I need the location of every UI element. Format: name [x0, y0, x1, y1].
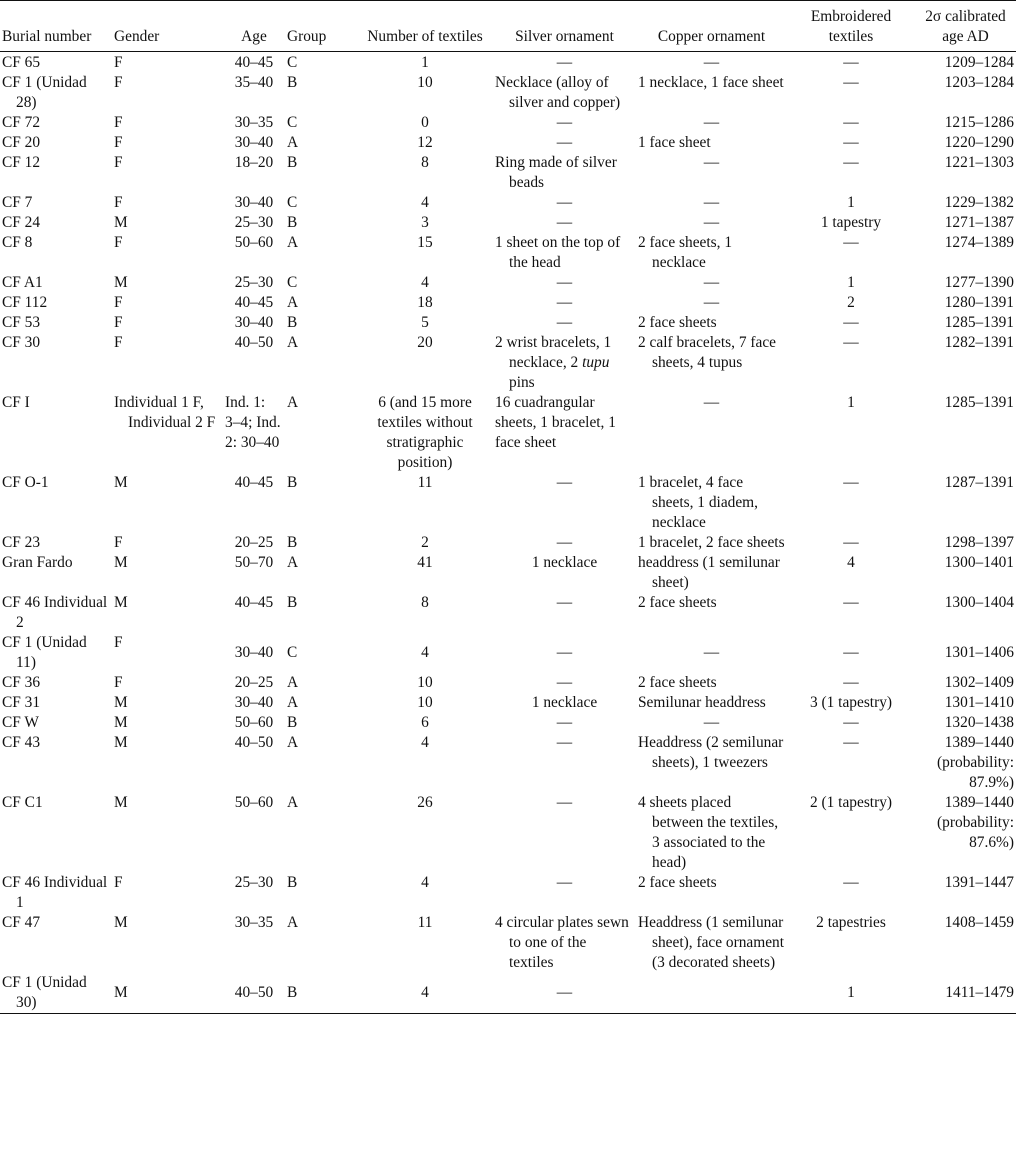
table-row [0, 713, 1016, 733]
cell-calibrated: 1274–1389 [944, 234, 1014, 251]
cell-gender: F [114, 134, 123, 151]
table-row [0, 233, 1016, 273]
cell-age: 40–45 [234, 594, 274, 611]
cell-calibrated: 1285–1391 [944, 394, 1014, 411]
cell-embroidered: — [843, 474, 859, 491]
cell-silver: — [556, 734, 573, 751]
cell-group: B [287, 594, 298, 611]
cell-age: 40–45 [234, 54, 274, 71]
cell-embroidered: — [843, 234, 859, 251]
cell-silver: 16 cuadrangular sheets, 1 bracelet, 1 face sheet [495, 394, 616, 451]
cell-textiles: 6 (and 15 more textiles without stratigraphic position) [377, 394, 473, 471]
cell-silver: — [556, 984, 573, 1001]
cell-age: 25–30 [234, 214, 274, 231]
cell-textiles: 0 [421, 114, 429, 131]
cell-silver: — [556, 874, 573, 891]
cell-copper: 2 face sheets [638, 674, 717, 691]
cell-burial: CF 12 [2, 154, 41, 171]
cell-calibrated: 1298–1397 [944, 534, 1014, 551]
cell-gender: M [114, 694, 128, 711]
cell-burial: CF C1 [2, 794, 43, 811]
cell-copper: — [703, 294, 720, 311]
cell-embroidered: 1 tapestry [820, 214, 882, 231]
cell-burial: CF 31 [2, 694, 41, 711]
cell-calibrated: 1280–1391 [944, 294, 1014, 311]
header-copper-ornament: Copper ornament [657, 28, 766, 45]
cell-burial: CF 30 [2, 334, 41, 351]
cell-calibrated: 1320–1438 [944, 714, 1014, 731]
cell-embroidered: — [843, 74, 859, 91]
cell-gender: F [114, 534, 123, 551]
cell-age: 40–45 [234, 294, 274, 311]
header-number-of-textiles: Number of textiles [367, 28, 483, 45]
cell-copper: Headdress (1 semilunar sheet), face ornament (3 decorated sheets) [638, 914, 785, 971]
table-row [0, 113, 1016, 133]
cell-burial: CF 24 [2, 214, 41, 231]
cell-gender: M [114, 474, 128, 491]
cell-textiles: 6 [421, 714, 429, 731]
table-row [0, 153, 1016, 193]
cell-textiles: 2 [421, 534, 429, 551]
cell-burial: CF 36 [2, 674, 41, 691]
cell-burial: CF 112 [2, 294, 48, 311]
cell-copper: — [703, 394, 720, 411]
cell-burial: CF 46 Individual 1 [2, 874, 108, 911]
table-row [0, 553, 1016, 593]
cell-age: 30–35 [234, 914, 274, 931]
cell-embroidered: 4 [847, 554, 855, 571]
cell-textiles: 8 [421, 154, 429, 171]
cell-calibrated: 1300–1401 [944, 554, 1014, 571]
cell-age: 35–40 [234, 74, 274, 91]
cell-burial: CF 20 [2, 134, 41, 151]
cell-embroidered: 1 [847, 194, 855, 211]
cell-textiles: 10 [417, 674, 433, 691]
cell-textiles: 11 [417, 474, 433, 491]
cell-textiles: 4 [421, 644, 429, 661]
cell-gender: M [114, 714, 128, 731]
cell-embroidered: — [843, 314, 859, 331]
cell-silver: 1 necklace [531, 694, 598, 711]
table-row [0, 533, 1016, 553]
cell-embroidered: 3 (1 tapestry) [809, 694, 893, 711]
cell-age: 30–35 [234, 114, 274, 131]
cell-embroidered: 1 [847, 984, 855, 1001]
cell-copper: — [703, 54, 720, 71]
cell-burial: CF 7 [2, 194, 33, 211]
table-row [0, 333, 1016, 393]
cell-group: B [287, 214, 298, 231]
cell-age: 20–25 [234, 674, 274, 691]
cell-copper: 4 sheets placed between the textiles, 3 associated to the head) [638, 794, 779, 871]
cell-gender: F [114, 54, 123, 71]
cell-group: A [287, 694, 299, 711]
header-group: Group [287, 28, 327, 45]
cell-copper: — [703, 274, 720, 291]
header-gender: Gender [114, 28, 160, 45]
cell-textiles: 3 [421, 214, 429, 231]
cell-calibrated: 1215–1286 [944, 114, 1014, 131]
cell-calibrated: 1300–1404 [944, 594, 1014, 611]
cell-silver: — [556, 474, 573, 491]
cell-calibrated: 1285–1391 [944, 314, 1014, 331]
cell-copper: 1 necklace, 1 face sheet [638, 74, 784, 91]
header-row [0, 1, 1016, 52]
cell-embroidered: — [843, 114, 859, 131]
table-row [0, 693, 1016, 713]
cell-burial: CF I [2, 394, 30, 411]
cell-group: A [287, 554, 299, 571]
cell-embroidered: — [843, 134, 859, 151]
cell-gender: F [114, 314, 123, 331]
cell-embroidered: — [843, 644, 859, 661]
cell-textiles: 26 [417, 794, 433, 811]
cell-silver: Necklace (alloy of silver and copper) [495, 74, 621, 111]
cell-textiles: 5 [421, 314, 429, 331]
cell-copper: — [703, 214, 720, 231]
cell-embroidered: 1 [847, 274, 855, 291]
cell-textiles: 18 [417, 294, 433, 311]
cell-silver: — [556, 714, 573, 731]
cell-calibrated: 1277–1390 [944, 274, 1014, 291]
cell-burial: Gran Fardo [2, 554, 73, 571]
cell-gender: M [114, 594, 128, 611]
table-row [0, 313, 1016, 333]
cell-copper [636, 973, 787, 1014]
cell-group: B [287, 534, 298, 551]
cell-textiles: 1 [421, 54, 429, 71]
cell-age: 40–50 [234, 734, 274, 751]
cell-gender: M [114, 554, 128, 571]
cell-age: 40–45 [234, 474, 274, 491]
cell-textiles: 4 [421, 734, 429, 751]
cell-burial: CF 46 Individual 2 [2, 594, 108, 631]
cell-calibrated: 1209–1284 [944, 54, 1014, 71]
table-row [0, 633, 1016, 673]
cell-age: 30–40 [234, 694, 274, 711]
cell-textiles: 10 [417, 74, 433, 91]
cell-group: A [287, 134, 299, 151]
cell-calibrated: 1408–1459 [944, 914, 1014, 931]
cell-group: A [287, 234, 299, 251]
cell-burial: CF 43 [2, 734, 41, 751]
header-burial-number: Burial number [2, 28, 92, 45]
cell-textiles: 15 [417, 234, 433, 251]
cell-silver: — [556, 674, 573, 691]
silver-text: 2 wrist bracelets, 1 necklace, 2 [495, 334, 612, 371]
table-row [0, 293, 1016, 313]
cell-age: 50–70 [234, 554, 274, 571]
table-row [0, 793, 1016, 873]
table-row [0, 973, 1016, 1014]
cell-group: B [287, 874, 298, 891]
cell-copper: 1 bracelet, 2 face sheets [638, 534, 785, 551]
cell-group: B [287, 154, 298, 171]
cell-burial: CF 1 (Unidad 11) [2, 634, 87, 671]
cell-copper: — [703, 154, 720, 171]
cell-copper: 2 face sheets [638, 314, 717, 331]
cell-gender: F [114, 674, 123, 691]
table-row [0, 673, 1016, 693]
cell-age: 30–40 [234, 644, 274, 661]
cell-burial: CF 1 (Unidad 28) [2, 74, 87, 111]
cell-textiles: 10 [417, 694, 433, 711]
cell-calibrated: 1287–1391 [944, 474, 1014, 491]
cell-copper: — [703, 194, 720, 211]
cell-age: 40–50 [234, 984, 274, 1001]
cell-embroidered: — [843, 334, 859, 351]
cell-burial: CF 47 [2, 914, 41, 931]
cell-gender: F [114, 154, 123, 171]
table-row [0, 473, 1016, 533]
cell-gender: F [114, 294, 123, 311]
cell-silver: — [556, 534, 573, 551]
cell-copper: Semilunar headdress [638, 694, 766, 711]
cell-embroidered: — [843, 714, 859, 731]
cell-copper: 2 calf bracelets, 7 face sheets, 4 tupus [638, 334, 776, 371]
cell-embroidered: — [843, 54, 859, 71]
cell-gender: M [114, 914, 128, 931]
cell-gender: F [114, 74, 123, 91]
cell-age: 50–60 [234, 714, 274, 731]
cell-silver: 1 necklace [531, 554, 598, 571]
cell-calibrated: 1389–1440 (probability: 87.6%) [937, 794, 1014, 851]
cell-group: A [287, 914, 299, 931]
cell-burial: CF A1 [2, 274, 43, 291]
cell-silver: — [556, 314, 573, 331]
cell-group: C [287, 54, 298, 71]
table-row [0, 733, 1016, 793]
cell-burial: CF 8 [2, 234, 33, 251]
cell-gender: M [114, 734, 128, 751]
cell-group: B [287, 74, 298, 91]
cell-age: 30–40 [234, 134, 274, 151]
cell-burial: CF 72 [2, 114, 41, 131]
cell-textiles: 4 [421, 274, 429, 291]
cell-embroidered: — [843, 594, 859, 611]
header-age: Age [241, 28, 267, 45]
cell-burial: CF W [2, 714, 39, 731]
table-row [0, 913, 1016, 973]
cell-group: B [287, 984, 298, 1001]
cell-calibrated: 1203–1284 [944, 74, 1014, 91]
cell-calibrated: 1302–1409 [944, 674, 1014, 691]
cell-gender: M [114, 984, 128, 1001]
cell-embroidered: 2 [847, 294, 855, 311]
cell-age: 30–40 [234, 194, 274, 211]
table-row [0, 393, 1016, 473]
cell-embroidered: — [843, 874, 859, 891]
cell-burial: CF 23 [2, 534, 41, 551]
cell-silver: — [556, 214, 573, 231]
cell-calibrated: 1229–1382 [944, 194, 1014, 211]
cell-gender: F [114, 234, 123, 251]
cell-textiles: 41 [417, 554, 433, 571]
table-row [0, 273, 1016, 293]
cell-textiles: 11 [417, 914, 433, 931]
cell-burial: CF 1 (Unidad 30) [2, 974, 87, 1011]
header-calibrated-age: 2σ calibrated age AD [925, 8, 1006, 45]
cell-embroidered: 2 (1 tapestry) [809, 794, 893, 811]
cell-silver: — [556, 274, 573, 291]
cell-burial: CF 53 [2, 314, 41, 331]
cell-gender: M [114, 794, 128, 811]
cell-copper: 2 face sheets [638, 874, 717, 891]
cell-copper: Headdress (2 semilunar sheets), 1 tweezers [638, 734, 784, 771]
cell-group: A [287, 294, 299, 311]
cell-embroidered: — [843, 154, 859, 171]
cell-calibrated: 1220–1290 [944, 134, 1014, 151]
silver-text-end: pins [509, 374, 535, 391]
cell-calibrated: 1411–1479 [945, 984, 1014, 1001]
tupu-term: tupu [582, 354, 610, 371]
header-embroidered-textiles: Embroidered textiles [810, 8, 892, 45]
cell-group: C [287, 194, 298, 211]
cell-gender: F [114, 114, 123, 131]
cell-age: 25–30 [234, 874, 274, 891]
cell-textiles: 4 [421, 984, 429, 1001]
cell-age: 20–25 [234, 534, 274, 551]
cell-group: B [287, 474, 298, 491]
cell-age: 50–60 [234, 794, 274, 811]
cell-group: A [287, 394, 299, 411]
table-row [0, 73, 1016, 113]
table-row [0, 193, 1016, 213]
cell-group: B [287, 314, 298, 331]
cell-silver [493, 333, 636, 393]
cell-age: 25–30 [234, 274, 274, 291]
cell-embroidered: 1 [847, 394, 855, 411]
cell-calibrated: 1389–1440 (probability: 87.9%) [937, 734, 1014, 791]
cell-copper: 1 bracelet, 4 face sheets, 1 diadem, necklace [638, 474, 758, 531]
cell-silver: Ring made of silver beads [495, 154, 617, 191]
cell-calibrated: 1301–1406 [944, 644, 1014, 661]
cell-silver: — [556, 114, 573, 131]
cell-embroidered: — [843, 734, 859, 751]
cell-group: C [287, 644, 298, 661]
cell-group: C [287, 114, 298, 131]
cell-age: 50–60 [234, 234, 274, 251]
cell-silver: — [556, 294, 573, 311]
cell-calibrated: 1221–1303 [944, 154, 1014, 171]
cell-silver: — [556, 194, 573, 211]
cell-gender: F [114, 874, 123, 891]
cell-embroidered: — [843, 534, 859, 551]
cell-group: B [287, 714, 298, 731]
table-row [0, 213, 1016, 233]
cell-gender: F [114, 194, 123, 211]
cell-textiles: 8 [421, 594, 429, 611]
cell-gender: F [114, 334, 123, 351]
cell-silver: — [556, 54, 573, 71]
cell-group: A [287, 734, 299, 751]
cell-copper: — [703, 714, 720, 731]
cell-copper: headdress (1 semilunar sheet) [638, 554, 780, 591]
cell-silver: 1 sheet on the top of the head [495, 234, 621, 271]
cell-silver: — [556, 644, 573, 661]
table-row [0, 593, 1016, 633]
cell-silver: — [556, 594, 573, 611]
cell-copper: 1 face sheet [638, 134, 711, 151]
cell-embroidered: — [843, 674, 859, 691]
cell-calibrated: 1271–1387 [944, 214, 1014, 231]
cell-textiles: 20 [417, 334, 433, 351]
cell-copper: 2 face sheets [638, 594, 717, 611]
cell-group: A [287, 674, 299, 691]
cell-silver: 4 circular plates sewn to one of the textiles [495, 914, 629, 971]
cell-group: A [287, 794, 299, 811]
cell-burial: CF O-1 [2, 474, 49, 491]
table-row [0, 873, 1016, 913]
cell-textiles: 4 [421, 874, 429, 891]
cell-burial: CF 65 [2, 54, 41, 71]
cell-textiles: 12 [417, 134, 433, 151]
cell-gender: M [114, 214, 128, 231]
cell-age: 30–40 [234, 314, 274, 331]
cell-gender: Individual 1 F, Individual 2 F [114, 394, 216, 431]
header-silver-ornament: Silver ornament [515, 28, 614, 45]
cell-copper: — [703, 644, 720, 661]
cell-silver: — [556, 134, 573, 151]
cell-textiles: 4 [421, 194, 429, 211]
cell-gender: M [114, 274, 128, 291]
cell-calibrated: 1282–1391 [944, 334, 1014, 351]
cell-group: C [287, 274, 298, 291]
table-row [0, 52, 1016, 74]
cell-silver: — [556, 794, 573, 811]
cell-copper: — [703, 114, 720, 131]
cell-copper: 2 face sheets, 1 necklace [638, 234, 733, 271]
cell-age: Ind. 1: 3–4; Ind. 2: 30–40 [225, 394, 281, 451]
cell-calibrated: 1301–1410 [944, 694, 1014, 711]
cell-gender: F [114, 634, 123, 651]
cell-calibrated: 1391–1447 [944, 874, 1014, 891]
cell-embroidered: 2 tapestries [816, 914, 886, 931]
cell-age: 40–50 [234, 334, 274, 351]
cell-age: 18–20 [234, 154, 274, 171]
table-row [0, 133, 1016, 153]
cell-group: A [287, 334, 299, 351]
